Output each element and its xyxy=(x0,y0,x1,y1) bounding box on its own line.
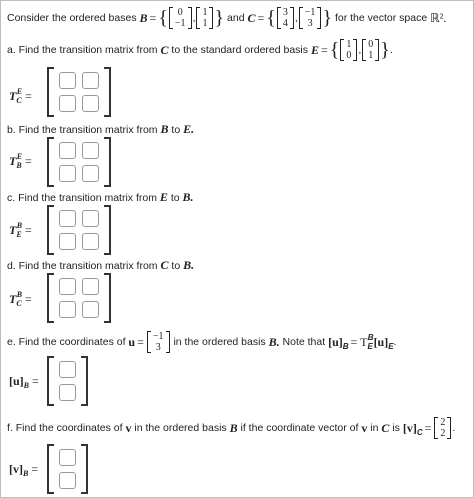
answer-cell[interactable] xyxy=(59,165,76,182)
part-a-label: T C E = xyxy=(9,87,32,105)
vector-space-symbol: ℝ². xyxy=(430,10,447,25)
answer-cell[interactable] xyxy=(59,142,76,159)
part-e-question: e. Find the coordinates of u = −1 3 in the ordered basis B. Note that [u] B = T E B [u] E . xyxy=(7,331,397,353)
answer-cell[interactable] xyxy=(59,361,76,378)
part-c-matrix xyxy=(47,205,111,255)
part-f-matrix xyxy=(47,444,88,494)
answer-cell[interactable] xyxy=(82,72,99,89)
answer-cell[interactable] xyxy=(59,384,76,401)
basis-E-vector-1: 1 0 xyxy=(340,39,357,61)
answer-cell[interactable] xyxy=(82,95,99,112)
part-d-label: T C B = xyxy=(9,290,32,308)
left-brace: { xyxy=(158,7,168,29)
answer-cell[interactable] xyxy=(82,142,99,159)
vector-u: −1 3 xyxy=(147,331,170,353)
answer-cell[interactable] xyxy=(59,301,76,318)
vector-space-text: for the vector space xyxy=(334,12,428,24)
answer-cell[interactable] xyxy=(59,95,76,112)
part-f-question: f. Find the coordinates of v in the ordered basis B if the coordinate vector of v in C is [v] C = 2 2 . xyxy=(7,417,456,439)
basis-B-symbol: B xyxy=(139,10,148,25)
basis-E-vector-2: 0 1 xyxy=(362,39,379,61)
and-text: and xyxy=(227,12,245,24)
basis-B-vector-1: 0 −1 xyxy=(169,7,192,29)
part-a-matrix xyxy=(47,67,111,117)
part-d-matrix xyxy=(47,273,111,323)
answer-cell[interactable] xyxy=(59,278,76,295)
basis-C-vector-2: −1 3 xyxy=(299,7,322,29)
part-f-label: [v] B = xyxy=(9,462,39,478)
answer-cell[interactable] xyxy=(59,210,76,227)
part-c-question: c. Find the transition matrix from E to B. xyxy=(7,190,194,204)
right-brace: } xyxy=(214,7,225,29)
coordinate-vector-v-C: 2 2 xyxy=(434,417,451,439)
basis-C-symbol: C xyxy=(247,10,256,25)
answer-cell[interactable] xyxy=(82,165,99,182)
answer-cell[interactable] xyxy=(59,233,76,250)
basis-B-vector-2: 1 1 xyxy=(196,7,213,29)
equals-sign: = xyxy=(149,10,157,25)
intro-text: Consider the ordered bases xyxy=(7,12,137,24)
part-b-question: b. Find the transition matrix from B to E. xyxy=(7,122,195,136)
answer-cell[interactable] xyxy=(59,72,76,89)
answer-cell[interactable] xyxy=(82,301,99,318)
intro-line: Consider the ordered bases B = { 0 −1 , 1 1 } and C = { 3 4 , −1 3 } for the vector space ℝ². xyxy=(7,7,447,29)
answer-cell[interactable] xyxy=(82,233,99,250)
part-b-matrix xyxy=(47,137,111,187)
part-e-matrix xyxy=(47,356,88,406)
part-d-question: d. Find the transition matrix from C to B. xyxy=(7,258,195,272)
basis-C-vector-1: 3 4 xyxy=(277,7,294,29)
part-a-question: a. Find the transition matrix from C to the standard ordered basis E = { 1 0 , 0 1 } . xyxy=(7,39,393,61)
part-b-label: T B E = xyxy=(9,152,32,170)
answer-cell[interactable] xyxy=(82,278,99,295)
answer-cell[interactable] xyxy=(59,449,76,466)
answer-cell[interactable] xyxy=(59,472,76,489)
answer-cell[interactable] xyxy=(82,210,99,227)
part-e-label: [u] B = xyxy=(9,374,39,390)
part-c-label: T E B = xyxy=(9,221,32,239)
